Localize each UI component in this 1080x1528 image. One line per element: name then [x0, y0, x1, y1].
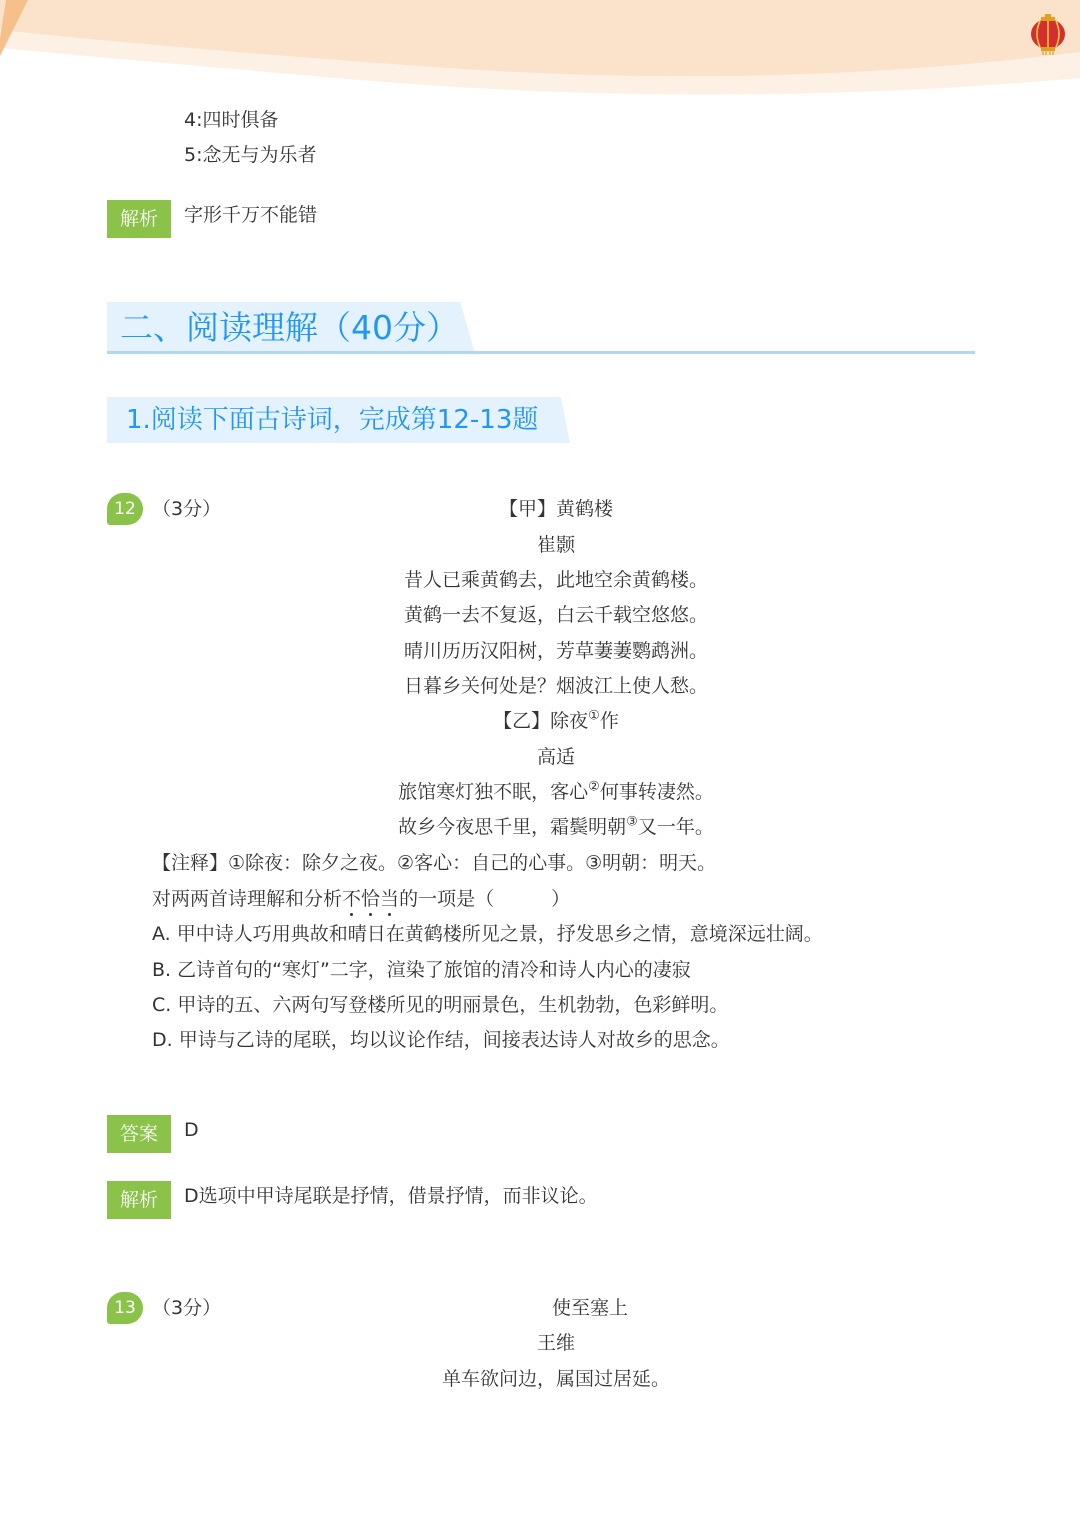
poem2-title-note-mark: ①: [588, 708, 600, 724]
poem3-author: 王维: [536, 1332, 575, 1354]
poem1-title: 【甲】黄鹤楼: [498, 498, 613, 520]
question-number-badge: 13: [107, 1292, 143, 1324]
question-stem-before: 对两两首诗理解和分析: [152, 888, 343, 910]
section-divider: [107, 351, 975, 354]
poem1-line: 晴川历历汉阳树，芳草萋萋鹦鹉洲。: [403, 640, 708, 662]
poem2-title-end: 作: [599, 710, 619, 732]
emphasis-char: 当: [380, 888, 400, 910]
emphasis-char: 恰: [361, 888, 381, 910]
poem2-line1-part-a: 旅馆寒灯独不眠，客心: [398, 781, 589, 803]
question-number-badge: 12: [107, 493, 143, 525]
option-b: B. 乙诗首句的“寒灯”二字，渲染了旅馆的清冷和诗人内心的凄寂: [152, 959, 691, 981]
option-a: A. 甲中诗人巧用典故和晴日在黄鹤楼所见之景，抒发思乡之情，意境深远壮阔。: [152, 923, 823, 945]
poem2-line2-part-b: 又一年。: [637, 816, 714, 838]
poem2-author: 高适: [536, 746, 575, 768]
question-points: （3分）: [152, 498, 222, 520]
question-points: （3分）: [152, 1297, 222, 1319]
top-decor-band: [0, 0, 1080, 100]
analysis-tag: 解析: [107, 1181, 171, 1219]
analysis-tag: 解析: [107, 200, 171, 238]
subsection-title: 1.阅读下面古诗词，完成第12-13题: [126, 405, 539, 435]
analysis-text: 字形千万不能错: [184, 204, 318, 226]
prev-answer-line-4: 4:四时俱备: [184, 109, 279, 131]
poem2-line1-note-mark: ②: [588, 779, 600, 795]
poem1-line: 昔人已乘黄鹤去，此地空余黄鹤楼。: [403, 569, 708, 591]
poem2-title-main: 【乙】除夜: [493, 710, 589, 732]
option-c: C. 甲诗的五、六两句写登楼所见的明丽景色，生机勃勃，色彩鲜明。: [152, 994, 729, 1016]
poem2-line: [0, 814, 1080, 840]
poem2-line1-part-b: 何事转凄然。: [599, 781, 714, 803]
poem1-line: 日暮乡关何处是？烟波江上使人愁。: [403, 675, 708, 697]
poem1-author: 崔颢: [536, 534, 575, 556]
poem2-line2-part-a: 故乡今夜思千里，霜鬓明朝: [398, 816, 627, 838]
poem3-line: 单车欲问边，属国过居延。: [441, 1368, 670, 1390]
poem3-title: 使至塞上: [551, 1297, 628, 1319]
section-title: 二、阅读理解（40分）: [120, 308, 459, 347]
poem1-line: 黄鹤一去不复返，白云千载空悠悠。: [403, 604, 708, 626]
question-stem: [152, 886, 570, 912]
poem2-line: [0, 779, 1080, 805]
question-stem-after: 的一项是（ ）: [399, 888, 571, 910]
poem-notes: 【注释】①除夜：除夕之夜。②客心：自己的心事。③明朝：明天。: [152, 852, 717, 874]
answer-tag: 答案: [107, 1115, 171, 1153]
analysis-text: D选项中甲诗尾联是抒情，借景抒情，而非议论。: [184, 1185, 598, 1207]
poem2-line2-note-mark: ③: [626, 814, 638, 830]
poem2-title: [0, 708, 1080, 734]
answer-text: D: [184, 1119, 199, 1141]
emphasis-char: 不: [342, 888, 362, 910]
lantern-icon: [1026, 12, 1070, 56]
option-d: D. 甲诗与乙诗的尾联，均以议论作结，间接表达诗人对故乡的思念。: [152, 1029, 730, 1051]
prev-answer-line-5: 5:念无与为乐者: [184, 144, 317, 166]
